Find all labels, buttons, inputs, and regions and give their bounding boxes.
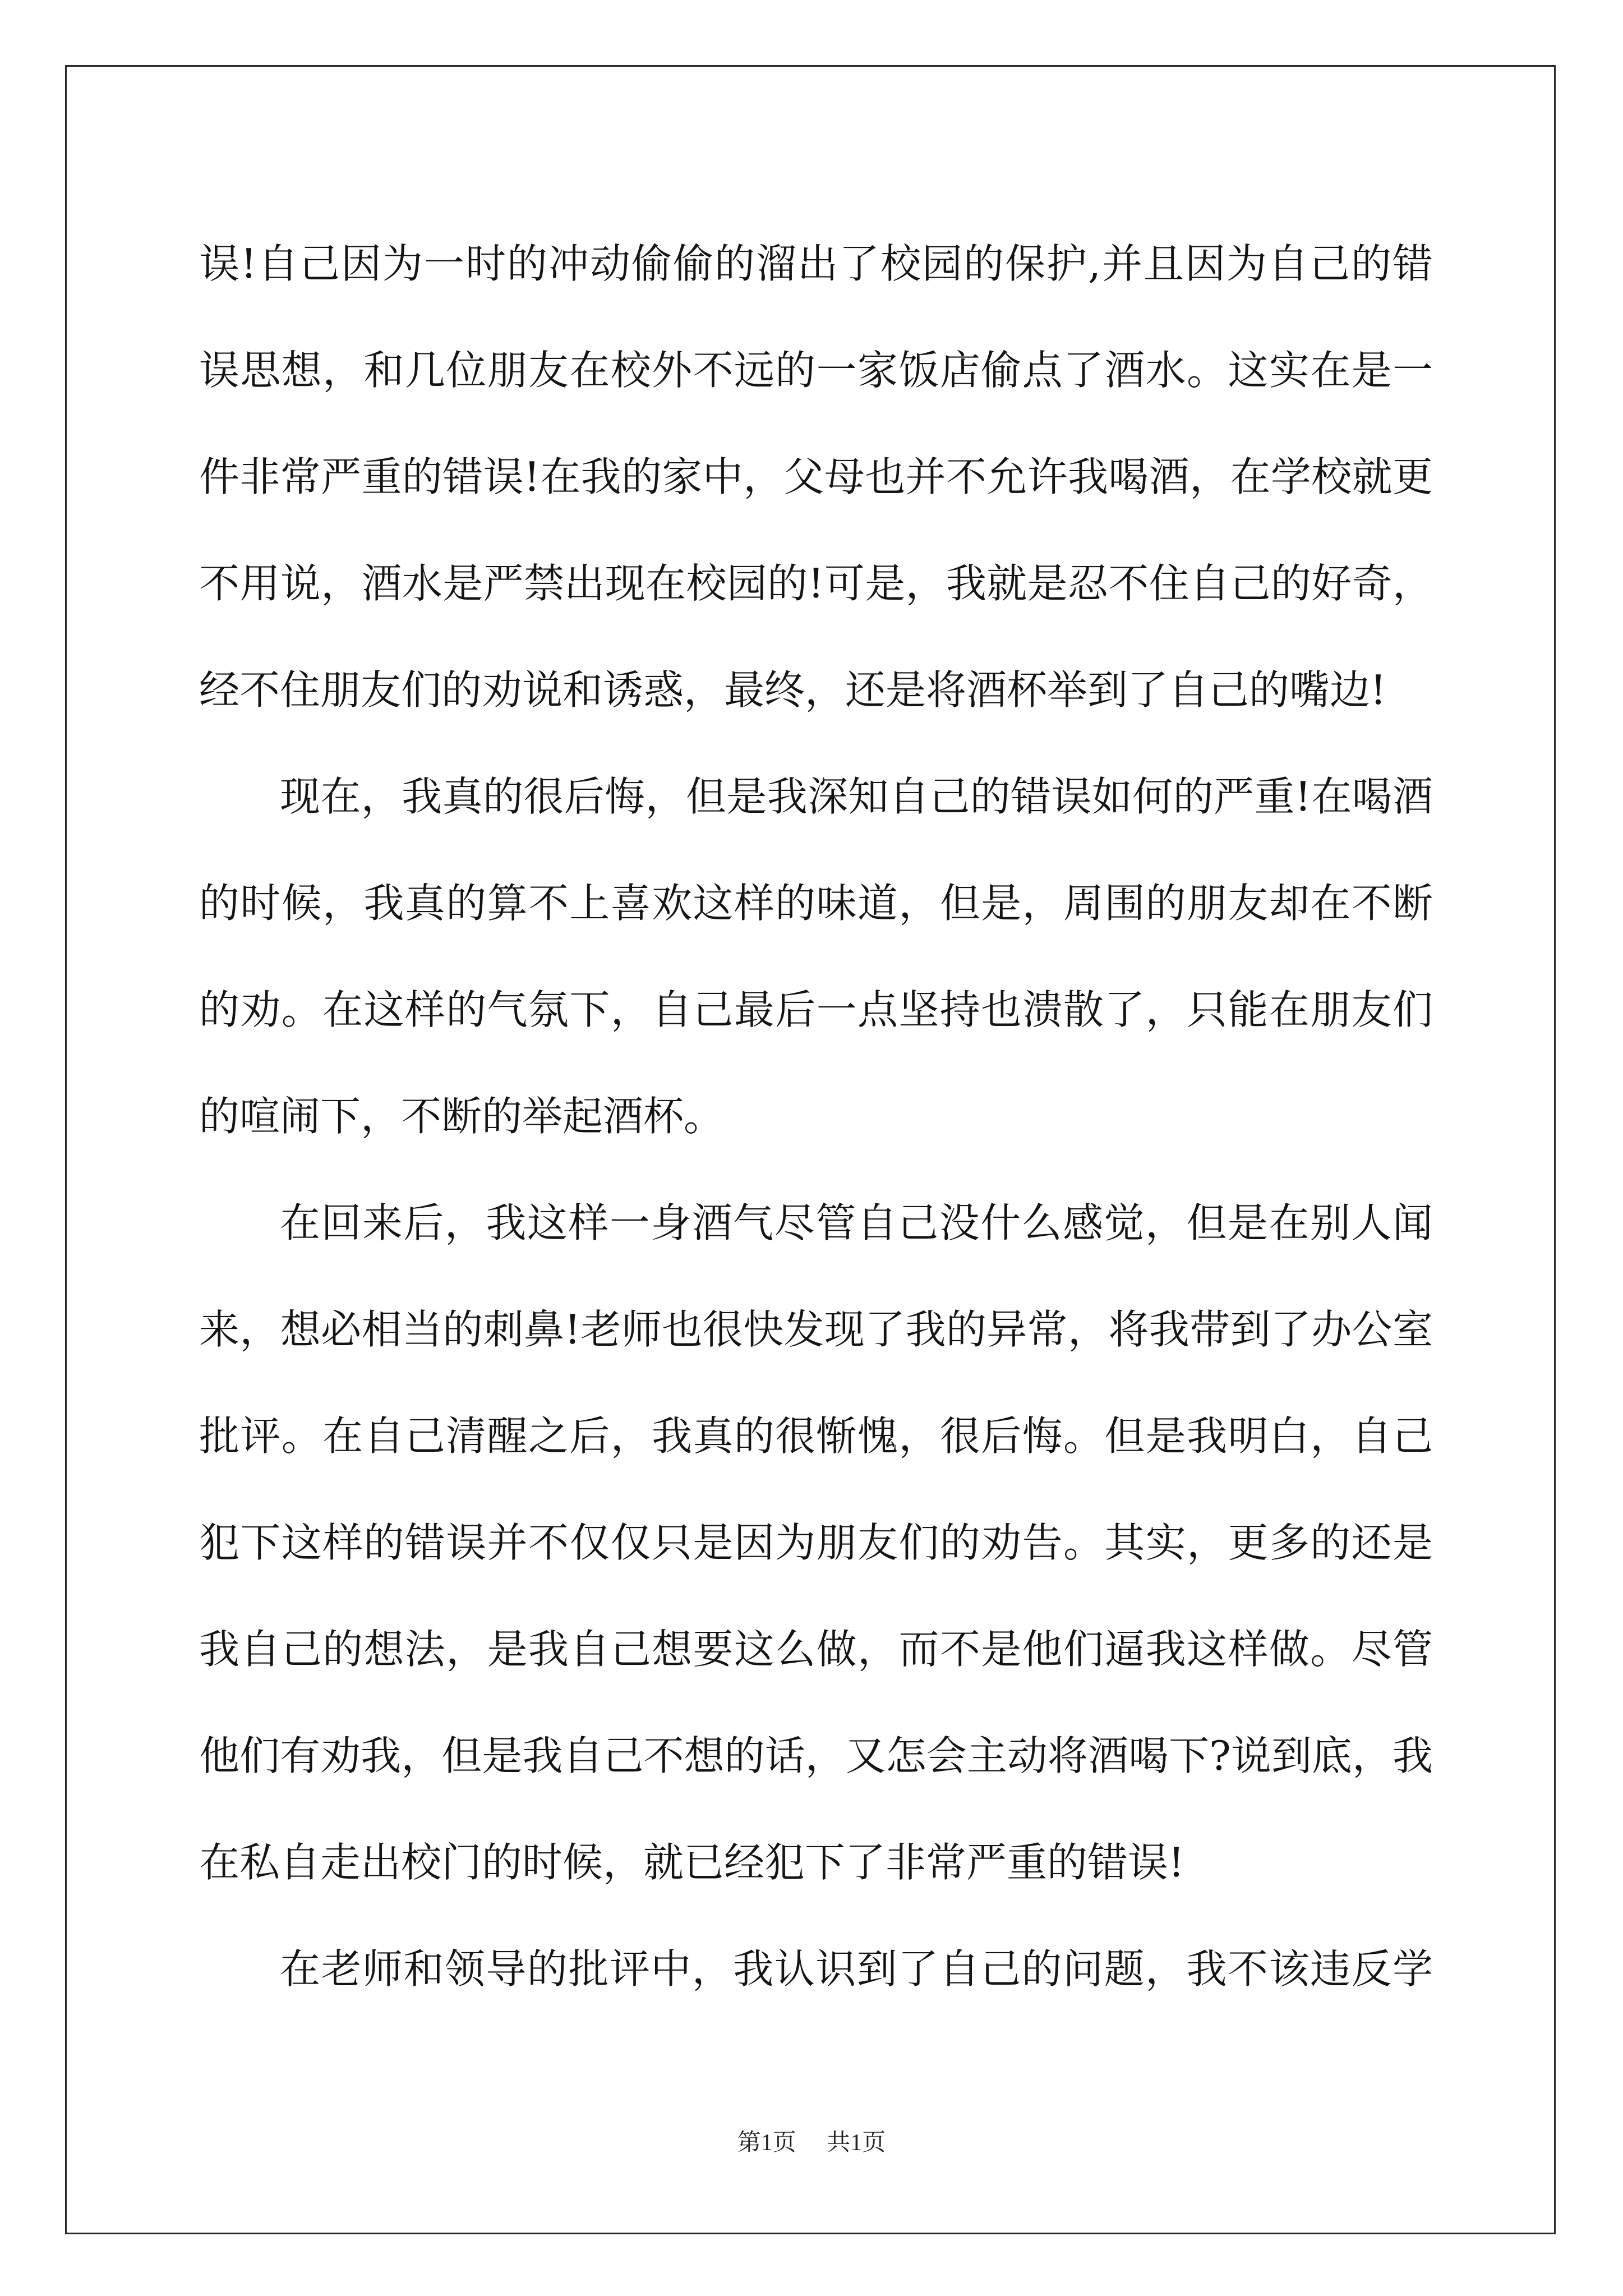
text-line: 的喧闹下，不断的举起酒杯。 [199, 1093, 725, 1140]
text-line: 在私自走出校门的时候，就已经犯下了非常严重的错误! [199, 1839, 1184, 1886]
text-line: 误!自己因为一时的冲动偷偷的溜出了校园的保护,并且因为自己的错 [199, 240, 1433, 287]
page-number: 第1页 [737, 2130, 796, 2156]
text-line: 他们有劝我，但是我自己不想的话，又怎会主动将酒喝下?说到底，我 [199, 1732, 1433, 1779]
text-line: 在老师和领导的批评中，我认识到了自己的问题，我不该违反学 [280, 1945, 1433, 1993]
text-line: 犯下这样的错误并不仅仅只是因为朋友们的劝告。其实，更多的还是 [199, 1519, 1433, 1566]
text-line: 件非常严重的错误!在我的家中，父母也并不允许我喝酒，在学校就更 [199, 453, 1433, 500]
document-body [199, 210, 1433, 2022]
text-line: 不用说，酒水是严禁出现在校园的!可是，我就是忍不住自己的好奇， [199, 560, 1433, 607]
page-total: 共1页 [827, 2130, 886, 2156]
text-line: 现在，我真的很后悔，但是我深知自己的错误如何的严重!在喝酒 [280, 773, 1433, 820]
text-line: 我自己的想法，是我自己想要这么做，而不是他们逼我这样做。尽管 [199, 1626, 1433, 1673]
text-line: 误思想，和几位朋友在校外不远的一家饭店偷点了酒水。这实在是一 [199, 347, 1433, 394]
paragraph [199, 1916, 1433, 2022]
text-line: 的时候，我真的算不上喜欢这样的味道，但是，周围的朋友却在不断 [199, 880, 1433, 927]
page-footer [0, 2126, 1623, 2160]
text-line: 的劝。在这样的气氛下，自己最后一点坚持也溃散了，只能在朋友们 [199, 986, 1433, 1033]
text-line: 批评。在自己清醒之后，我真的很惭愧，很后悔。但是我明白，自己 [199, 1412, 1433, 1460]
paragraph [199, 210, 1433, 743]
text-line: 经不住朋友们的劝说和诱惑，最终，还是将酒杯举到了自己的嘴边! [199, 666, 1386, 714]
paragraph [199, 743, 1433, 1170]
text-line: 来，想必相当的刺鼻!老师也很快发现了我的异常，将我带到了办公室 [199, 1306, 1433, 1353]
text-line: 在回来后，我这样一身酒气尽管自己没什么感觉，但是在别人闻 [280, 1199, 1433, 1246]
paragraph [199, 1170, 1433, 1916]
